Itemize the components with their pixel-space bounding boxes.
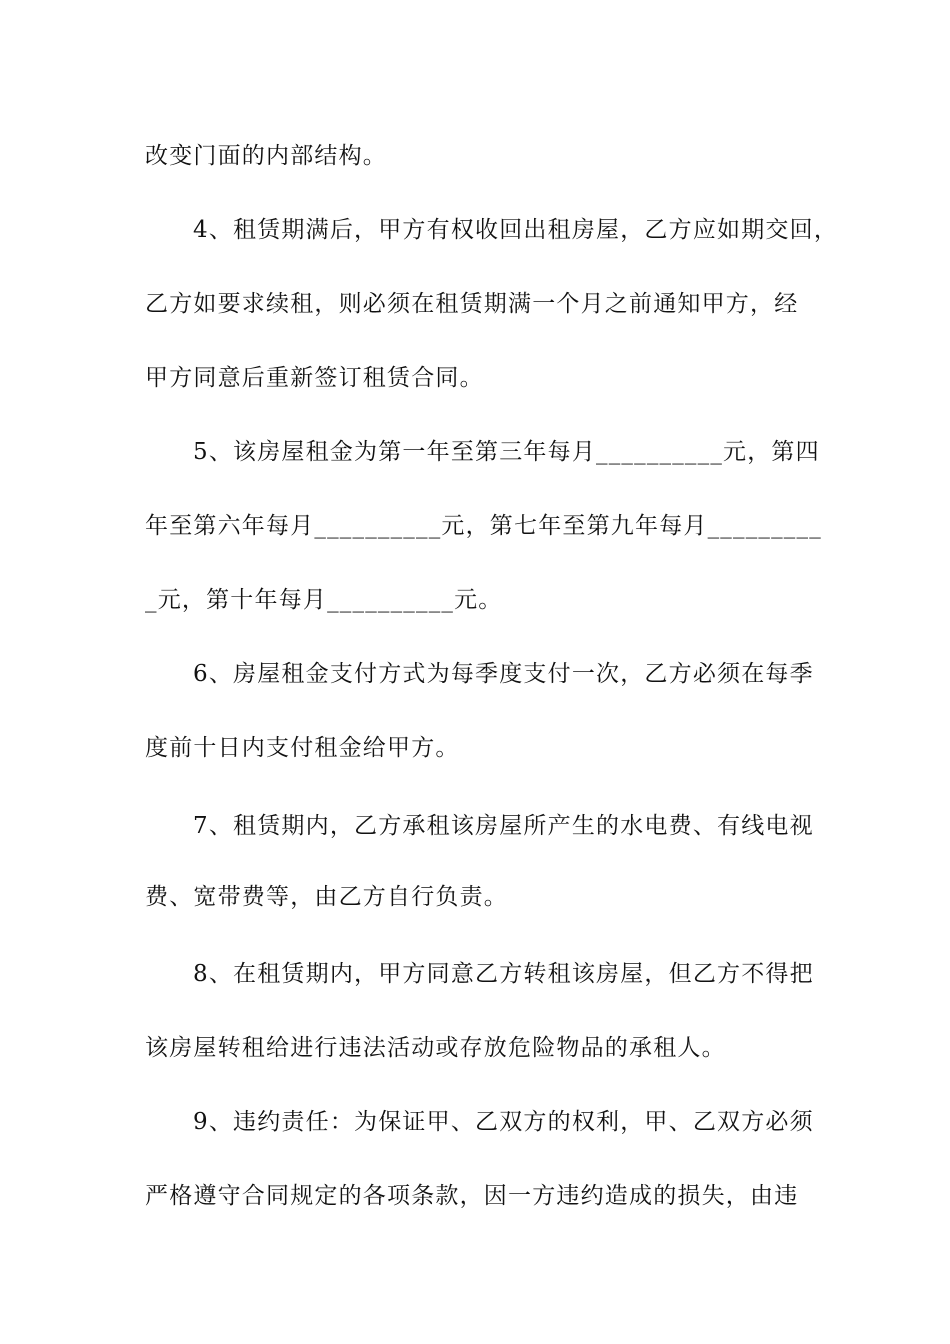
text-line: 7、租赁期内，乙方承租该房屋所产生的水电费、有线电视 xyxy=(193,813,814,839)
text-line: 乙方如要求续租，则必须在租赁期满一个月之前通知甲方，经 xyxy=(145,291,799,317)
text-line: 4、租赁期满后，甲方有权收回出租房屋，乙方应如期交回， xyxy=(193,217,839,243)
text-line: 该房屋转租给进行违法活动或存放危险物品的承租人。 xyxy=(145,1035,726,1061)
text-line: 严格遵守合同规定的各项条款，因一方违约造成的损失，由违 xyxy=(145,1183,799,1209)
text-line: 度前十日内支付租金给甲方。 xyxy=(145,735,460,761)
text-line: 甲方同意后重新签订租赁合同。 xyxy=(145,365,484,391)
text-line: 6、房屋租金支付方式为每季度支付一次，乙方必须在每季 xyxy=(193,661,814,687)
text-line: 改变门面的内部结构。 xyxy=(145,143,387,169)
text-line: _元，第十年每月__________元。 xyxy=(145,587,503,613)
text-line: 8、在租赁期内，甲方同意乙方转租该房屋，但乙方不得把 xyxy=(193,961,814,987)
text-line: 9、违约责任：为保证甲、乙双方的权利，甲、乙双方必须 xyxy=(193,1109,814,1135)
text-line: 费、宽带费等，由乙方自行负责。 xyxy=(145,884,508,910)
text-line: 5、该房屋租金为第一年至第三年每月__________元，第四 xyxy=(193,439,820,465)
text-line: 年至第六年每月__________元，第七年至第九年每月_________ xyxy=(145,513,822,539)
